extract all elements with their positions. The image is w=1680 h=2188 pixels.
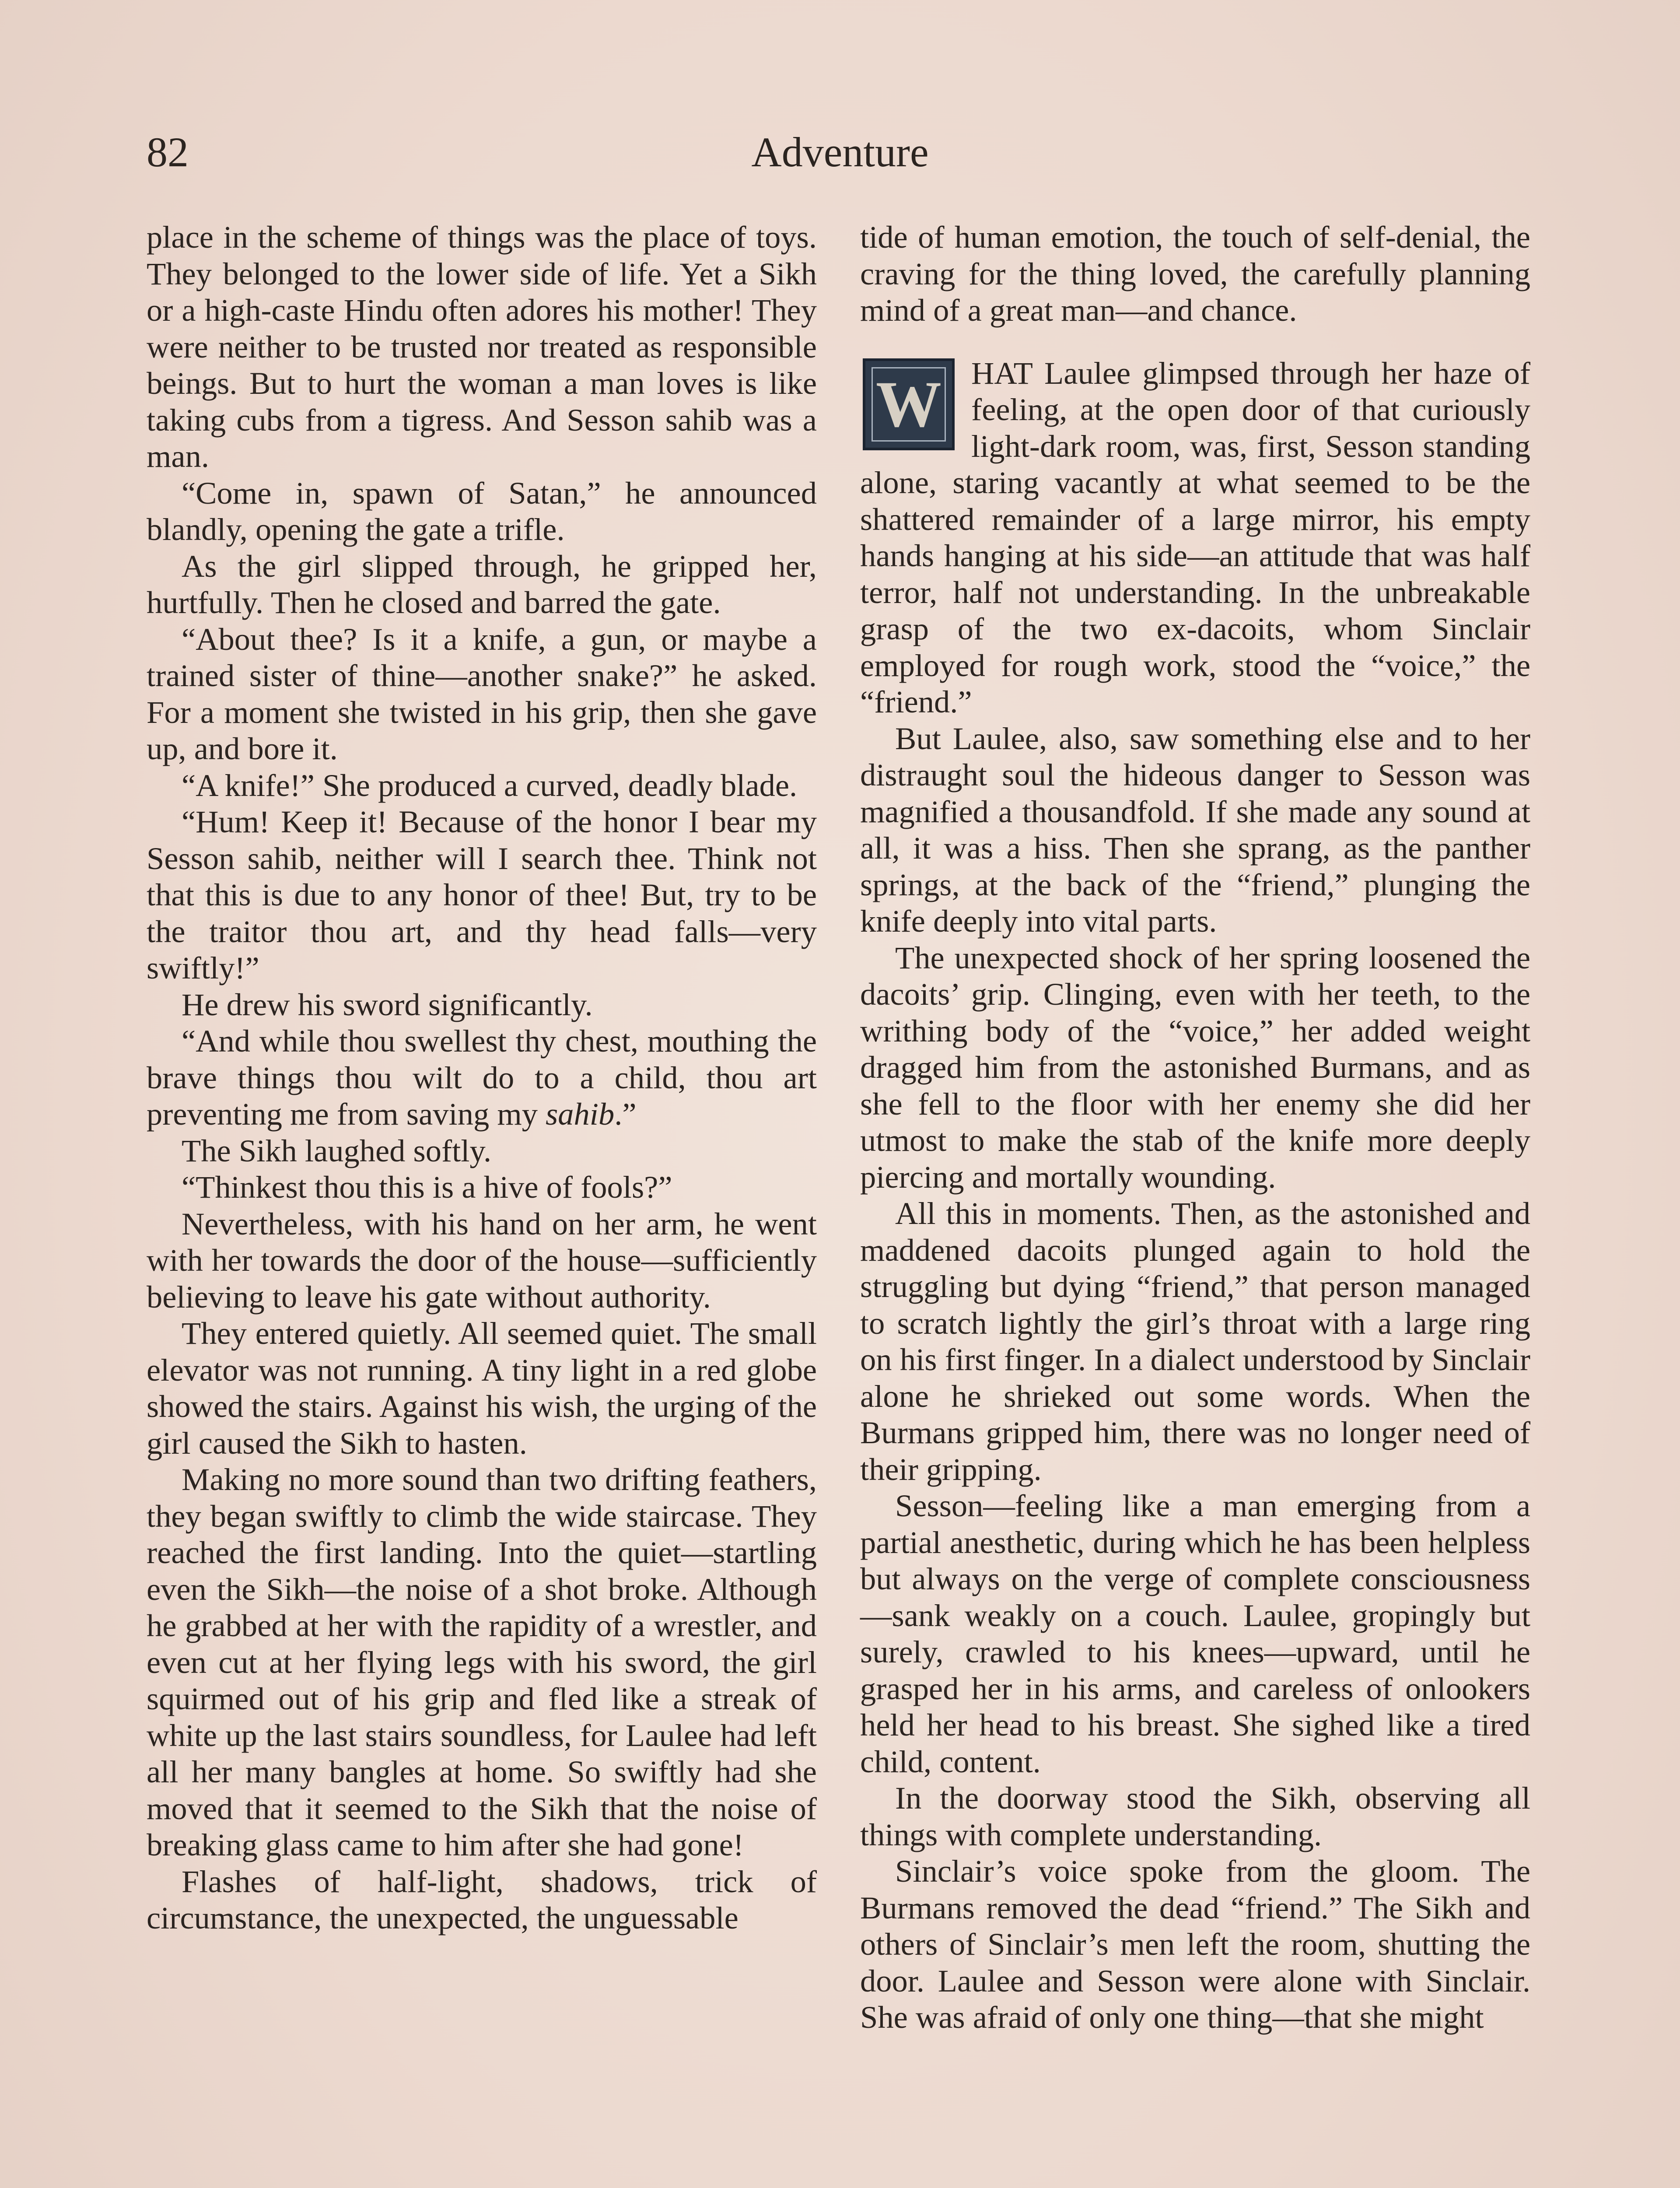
paragraph: He drew his sword significantly. bbox=[182, 986, 593, 1022]
left-column bbox=[147, 219, 817, 1936]
paragraph-tail: .” bbox=[614, 1096, 637, 1132]
paragraph: HAT Laulee glimpsed through her haze of feeling, at the open door of that curiously light-dark room, was, first, Sesson standing alone, staring vacantly at what seemed to be the shattered remainder of a large mirror, his empty hands hanging at his side—an attitude that was half terror, half not understanding. In the unbreakable grasp of the two ex-dacoits, whom Sinclair employed for rough work, stood the “voice,” the “friend.” bbox=[860, 355, 1530, 719]
paragraph: In the doorway stood the Sikh, observing all things with complete understanding. bbox=[860, 1780, 1530, 1852]
paragraph bbox=[147, 1023, 817, 1133]
paragraph: “Come in, spawn of Satan,” he announced blandly, opening the gate a trifle. bbox=[147, 475, 817, 547]
paragraph: As the girl slipped through, he gripped her, hurtfully. Then he closed and barred the gate. bbox=[147, 548, 817, 620]
paragraph: They entered quietly. All seemed quiet. The small elevator was not running. A tiny light in a red globe showed the stairs. Against his wish, the urging of the girl caused the Sikh to hasten. bbox=[147, 1315, 817, 1461]
right-column bbox=[860, 219, 1530, 2036]
paragraph: The unexpected shock of her spring loosened the dacoits’ grip. Clinging, even with her teeth, to the writhing body of the “voice,” her added weight dragged him from the astonished Burmans, and as she fell to the floor with her enemy she did her utmost to make the stab of the knife more deeply piercing and mortally wounding. bbox=[860, 940, 1530, 1195]
paragraph: Sinclair’s voice spoke from the gloom. The Burmans removed the dead “friend.” The Sikh and others of Sinclair’s men left the room, shutting the door. Laulee and Sesson were alone with Sinclair. She was afraid of only one thing—that she might bbox=[860, 1853, 1530, 2035]
paragraph: Sesson—feeling like a man emerging from a partial anesthetic, during which he has been helpless but always on the verge of complete consciousness—sank weakly on a couch. Laulee, gropingly but surely, crawled to his knees—upward, until he grasped her in his arms, and careless of onlookers held her head to his breast. She sighed like a tired child, content. bbox=[860, 1488, 1530, 1779]
page-number: 82 bbox=[147, 129, 189, 175]
running-head: Adventure bbox=[751, 129, 929, 175]
paragraph: place in the scheme of things was the place of toys. They belonged to the lower side of life. Yet a Sikh or a high-caste Hindu often adores his mother! They were neither to be trusted nor treated as responsible beings. But to hurt the woman a man loves is like taking cubs from a tigress. And Sesson sahib was a man. bbox=[147, 219, 817, 474]
drop-cap-paragraph bbox=[860, 355, 1530, 720]
paragraph: “About thee? Is it a knife, a gun, or maybe a trained sister of thine—another snake?” he asked. For a moment she twisted in his grip, then she gave up, and bore it. bbox=[147, 621, 817, 766]
paragraph: “A knife!” She produced a curved, deadly blade. bbox=[182, 767, 798, 803]
paragraph: Flashes of half-light, shadows, trick of circumstance, the unexpected, the unguessable bbox=[147, 1863, 817, 1936]
paragraph: tide of human emotion, the touch of self-denial, the craving for the thing loved, the carefully planning mind of a great man—and chance. bbox=[860, 219, 1530, 328]
paragraph: Nevertheless, with his hand on her arm, he went with her towards the door of the house—sufficiently believing to leave his gate without authority. bbox=[147, 1206, 817, 1315]
drop-cap-ornament: W bbox=[863, 358, 955, 450]
italic-word: sahib bbox=[546, 1096, 615, 1132]
paragraph: The Sikh laughed softly. bbox=[182, 1133, 492, 1168]
paragraph: But Laulee, also, saw something else and to her distraught soul the hideous danger to Sesson was magnified a thousandfold. If she made any sound at all, it was a hiss. Then she sprang, as the panther springs, at the back of the “friend,” plunging the knife deeply into vital parts. bbox=[860, 720, 1530, 939]
paragraph: Making no more sound than two drifting feathers, they began swiftly to climb the wide staircase. They reached the first landing. Into the quiet—startling even the Sikh—the noise of a shot broke. Although he grabbed at her with the rapidity of a wrestler, and even cut at her flying legs with his sword, the girl squirmed out of his grip and fled like a streak of white up the last stairs soundless, for Laulee had left all her many bangles at home. So swiftly had she moved that it seemed to the Sikh that the noise of breaking glass came to him after she had gone! bbox=[147, 1462, 817, 1862]
paragraph: All this in moments. Then, as the astonished and maddened dacoits plunged again to hold the struggling but dying “friend,” that person managed to scratch lightly the girl’s throat with a large ring on his first finger. In a dialect understood by Sinclair alone he shrieked out some words. When the Burmans gripped him, there was no longer need of their gripping. bbox=[860, 1196, 1530, 1487]
paragraph: “Thinkest thou this is a hive of fools?” bbox=[182, 1169, 672, 1205]
paragraph-text: “And while thou swellest thy chest, mouthing the brave things thou wilt do to a child, thou art preventing me from saving my bbox=[147, 1023, 817, 1132]
paragraph: “Hum! Keep it! Because of the honor I bear my Sesson sahib, neither will I search thee. Think not that this is due to any honor of thee! But, try to be the traitor thou art, and thy head falls—very swiftly!” bbox=[147, 804, 817, 985]
